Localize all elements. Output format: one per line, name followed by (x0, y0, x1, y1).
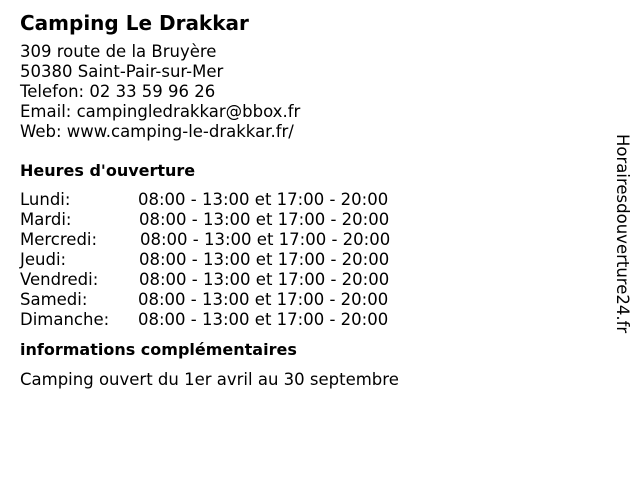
time-range: 08:00 - 13:00 et 17:00 - 20:00 (139, 250, 390, 269)
phone-number: Telefon: 02 33 59 96 26 (20, 82, 216, 101)
day-label: Samedi: (20, 290, 88, 309)
website-address: Web: www.camping-le-drakkar.fr/ (20, 122, 294, 141)
time-range: 08:00 - 13:00 et 17:00 - 20:00 (139, 270, 390, 289)
hours-row-saturday (20, 290, 600, 310)
postal-city: 50380 Saint-Pair-sur-Mer (20, 62, 224, 81)
day-label: Mercredi: (20, 230, 98, 249)
day-label: Jeudi: (20, 250, 67, 269)
hours-row-sunday (20, 310, 600, 330)
additional-info-heading: informations complémentaires (20, 340, 297, 359)
day-label: Vendredi: (20, 270, 99, 289)
hours-row-tuesday (20, 210, 600, 230)
business-name: Camping Le Drakkar (20, 11, 249, 35)
address-block (20, 42, 600, 142)
hours-row-monday (20, 190, 600, 210)
time-range: 08:00 - 13:00 et 17:00 - 20:00 (138, 190, 389, 209)
time-range: 08:00 - 13:00 et 17:00 - 20:00 (138, 310, 389, 329)
time-range: 08:00 - 13:00 et 17:00 - 20:00 (138, 290, 389, 309)
time-range: 08:00 - 13:00 et 17:00 - 20:00 (140, 230, 391, 249)
hours-row-friday (20, 270, 600, 290)
additional-info-text: Camping ouvert du 1er avril au 30 septembre (20, 370, 399, 389)
time-range: 08:00 - 13:00 et 17:00 - 20:00 (139, 210, 390, 229)
business-card (20, 11, 600, 390)
hours-row-thursday (20, 250, 600, 270)
hours-row-wednesday (20, 230, 600, 250)
email-address: Email: campingledrakkar@bbox.fr (20, 102, 301, 121)
day-label: Dimanche: (20, 310, 110, 329)
day-label: Lundi: (20, 190, 71, 209)
site-watermark: Horairesdouverture24.fr (613, 134, 632, 334)
day-label: Mardi: (20, 210, 72, 229)
opening-hours-table (20, 190, 600, 330)
street-address: 309 route de la Bruyère (20, 42, 217, 61)
opening-hours-heading: Heures d'ouverture (20, 161, 196, 180)
